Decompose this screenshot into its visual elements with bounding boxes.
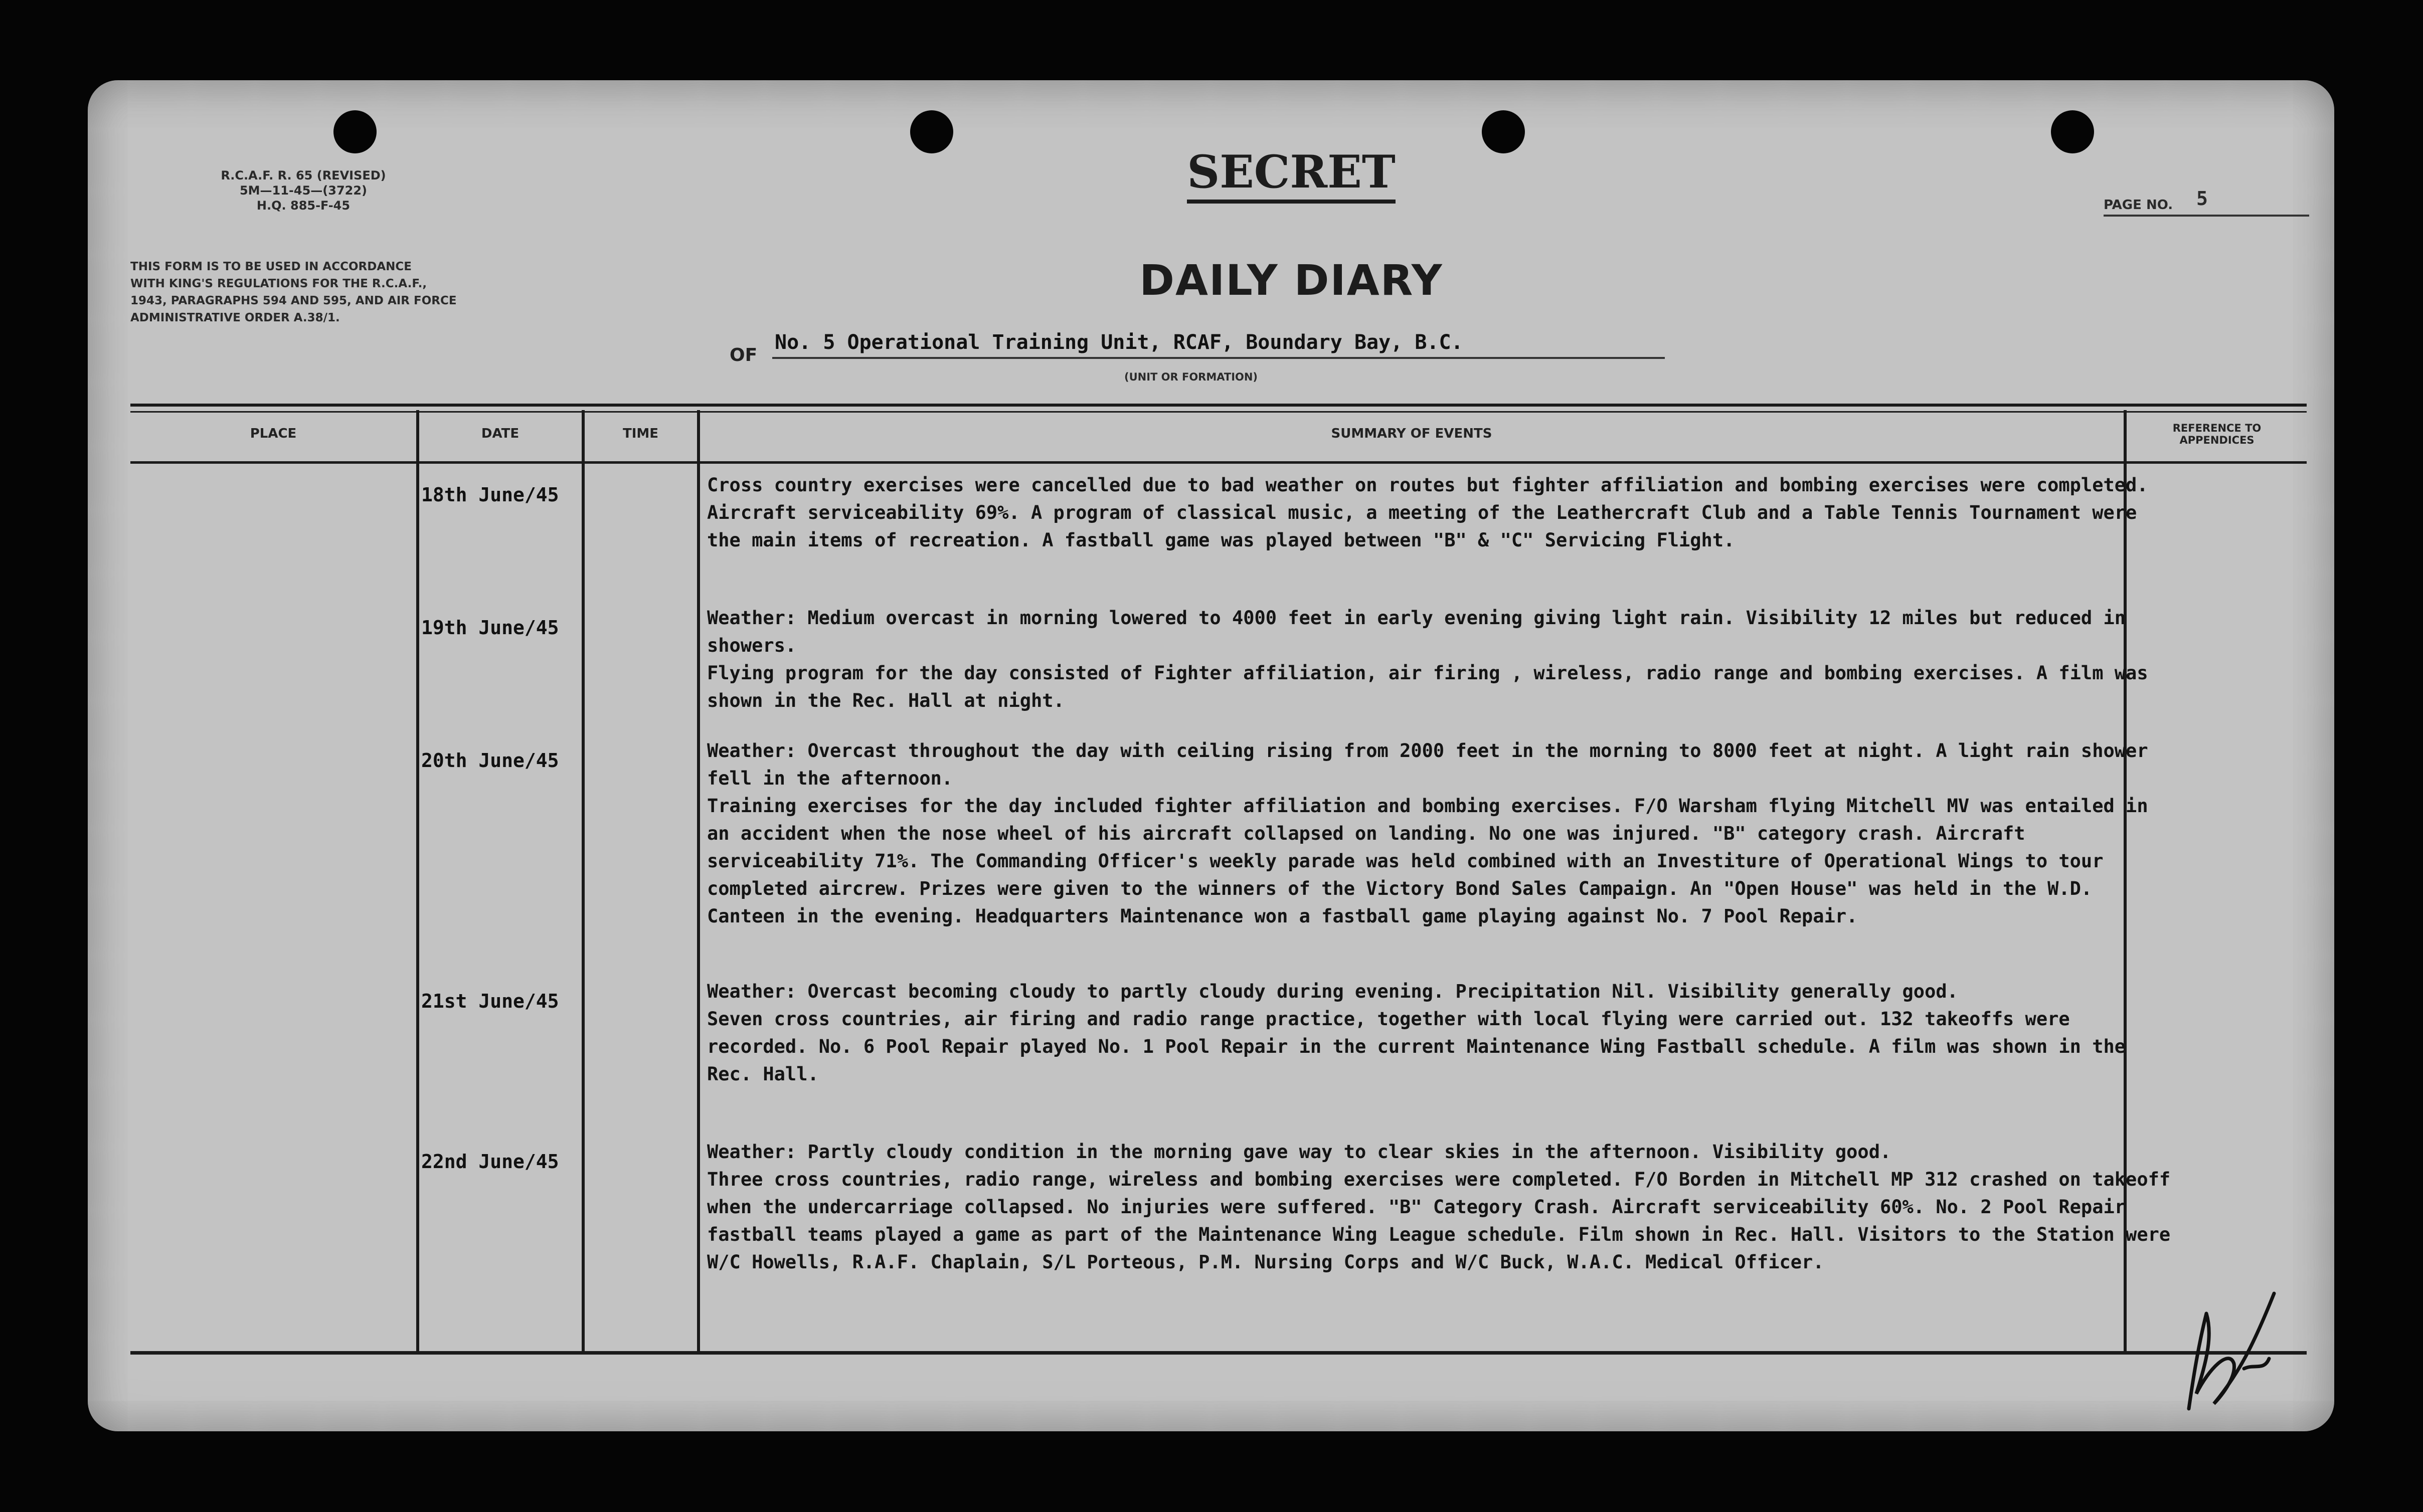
column-divider [416,410,419,1353]
regulation-note-line: WITH KING'S REGULATIONS FOR THE R.C.A.F., [130,277,427,290]
entry-date: 22nd June/45 [421,1151,559,1173]
diary-sheet [88,80,2334,1431]
form-ref-line: 5M—11-45—(3722) [239,183,368,198]
column-header-reference-line: APPENDICES [2179,434,2255,446]
entry-paragraph: Weather: Partly cloudy condition in the morning gave way to clear skies in the afternoon. Visibility good. [707,1141,1891,1163]
of-label: OF [730,345,758,365]
form-reference [133,168,474,213]
column-header-time: TIME [622,426,659,441]
entry-summary [707,737,2181,930]
column-header-summary: SUMMARY OF EVENTS [1331,426,1492,441]
column-divider [582,410,585,1353]
header-rule [130,461,2307,464]
entry-date: 21st June/45 [421,990,559,1012]
binder-hole [2051,110,2094,153]
handwritten-signature [2169,1283,2284,1414]
classification-text: SECRET [1187,145,1396,204]
table-top-rule [130,411,2307,413]
entry-paragraph: Weather: Overcast throughout the day with ceiling rising from 2000 feet in the morning to 8000 feet at night. A light rain shower fell in the afternoon. [707,740,2148,789]
entry-paragraph: Seven cross countries, air firing and radio range practice, together with local flying were carried out. 132 takeoffs were recorded. No. 6 Pool Repair played No. 1 Pool Repair in the current Maintenance Wing Fastball schedule. A film was shown in the Rec. Hall. [707,1008,2126,1085]
entry-paragraph: Three cross countries, radio range, wireless and bombing exercises were completed. F/O Borden in Mitchell MP 312 crashed on takeoff when the undercarriage collapsed. No injuries were suffered. "B" Category Crash. Aircraft serviceability 60%. No. 2 Pool Repair fastball teams played a game as part of the Maintenance Wing League schedule. Film shown in Rec. Hall. Visitors to the Station were W/C Howells, R.A.F. Chaplain, S/L Porteous, P.M. Nursing Corps and W/C Buck, W.A.C. Medical Officer. [707,1169,2171,1273]
table-top-rule [130,404,2307,407]
entry-paragraph: Weather: Overcast becoming cloudy to partly cloudy during evening. Precipitation Nil. Visibility generally good. [707,981,1958,1002]
entry-date: 20th June/45 [421,749,559,772]
form-ref-line: R.C.A.F. R. 65 (REVISED) [221,168,386,182]
entry-summary [707,604,2181,714]
column-header-date: DATE [481,426,520,441]
column-header-place: PLACE [250,426,297,441]
entry-paragraph: Flying program for the day consisted of Fighter affiliation, air firing , wireless, radio range and bombing exercises. A film was shown in the Rec. Hall at night. [707,662,2148,711]
column-header-reference-line: REFERENCE TO [2172,422,2262,434]
entry-paragraph: Training exercises for the day included fighter affiliation and bombing exercises. F/O Warsham flying Mitchell MV was entailed in an accident when the nose wheel of his aircraft collapsed on landing. No one was injured. "B" category crash. Aircraft serviceability 71%. The Commanding Officer's weekly parade was held combined with an Investiture of Operational Wings to tour completed aircrew. Prizes were given to the winners of the Victory Bond Sales Campaign. An "Open House" was held in the W.D. Canteen in the evening. Headquarters Maintenance won a fastball game playing against No. 7 Pool Repair. [707,795,2148,927]
regulation-note [130,258,642,326]
table-bottom-rule [130,1351,2307,1355]
column-header-reference [2127,422,2307,446]
form-ref-line: H.Q. 885-F-45 [256,199,351,213]
document-title: DAILY DIARY [1139,256,1443,305]
entry-date: 19th June/45 [421,617,559,639]
entry-paragraph: Cross country exercises were cancelled due to bad weather on routes but fighter affiliation and bombing exercises were completed. Aircraft serviceability 69%. A program of classical music, a meeting of the Leathercraft Club and a Table Tennis Tournament were the main items of recreation. A fastball game was played between "B" & "C" Servicing Flight. [707,474,2148,551]
column-divider [697,410,700,1353]
entry-paragraph: Weather: Medium overcast in morning lowered to 4000 feet in early evening giving light rain. Visibility 12 miles but reduced in showers. [707,607,2126,656]
unit-caption: (UNIT OR FORMATION) [1124,371,1258,383]
regulation-note-line: 1943, PARAGRAPHS 594 AND 595, AND AIR FORCE [130,294,457,307]
regulation-note-line: ADMINISTRATIVE ORDER A.38/1. [130,311,340,324]
entry-summary [707,471,2181,554]
regulation-note-line: THIS FORM IS TO BE USED IN ACCORDANCE [130,260,412,273]
page-number-value: 5 [2196,187,2208,210]
binder-hole [333,110,377,153]
entry-date: 18th June/45 [421,484,559,506]
entry-summary [707,978,2181,1088]
unit-name: No. 5 Operational Training Unit, RCAF, Boundary Bay, B.C. [772,331,1665,359]
page-number-label: PAGE NO. [2104,198,2173,213]
page-number-field [2104,187,2309,217]
entry-summary [707,1138,2181,1276]
classification-heading [890,145,1692,199]
